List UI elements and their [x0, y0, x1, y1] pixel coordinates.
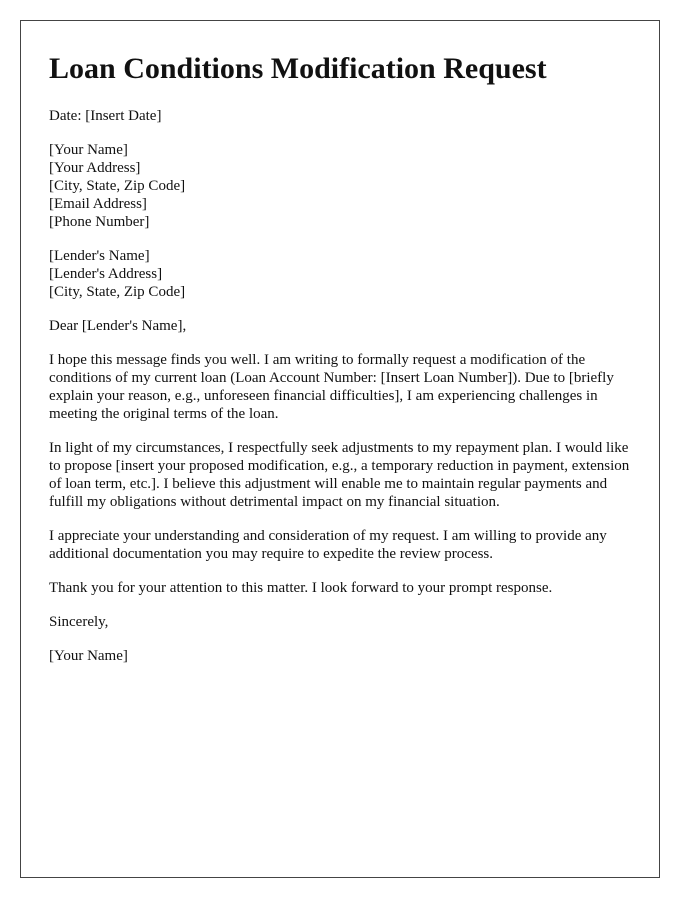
- sender-email: [Email Address]: [49, 196, 147, 212]
- body-paragraph-4: Thank you for your attention to this matter. I look forward to your prompt response.: [49, 580, 553, 596]
- recipient-city-state-zip: [City, State, Zip Code]: [49, 284, 186, 300]
- recipient-address: [Lender's Address]: [49, 266, 163, 282]
- letter-content: [49, 51, 639, 681]
- sender-city-state-zip: [City, State, Zip Code]: [49, 178, 186, 194]
- sender-name: [Your Name]: [49, 142, 128, 158]
- salutation: Dear [Lender's Name],: [49, 318, 187, 334]
- recipient-name: [Lender's Name]: [49, 248, 150, 264]
- date-line: Date: [Insert Date]: [49, 108, 162, 124]
- letter-page: [20, 20, 660, 878]
- body-paragraph-3: I appreciate your understanding and consideration of my request. I am willing to provide any additional documentation you may require to expedite the review process.: [49, 528, 607, 562]
- body-paragraph-2: In light of my circumstances, I respectfully seek adjustments to my repayment plan. I would like to propose [insert your proposed modification, e.g., a temporary reduction in payment, extension of loan term, etc.]. I believe this adjustment will enable me to maintain regular payments and fulfill my obligations without detrimental impact on my financial situation.: [49, 440, 630, 510]
- closing: Sincerely,: [49, 614, 109, 630]
- signature-name: [Your Name]: [49, 648, 128, 664]
- body-paragraph-1: I hope this message finds you well. I am writing to formally request a modification of the conditions of my current loan (Loan Account Number: [Insert Loan Number]). Due to [briefly explain your reason, e.g., unforeseen financial difficulties], I am experiencing challenges in meeting the original terms of the loan.: [49, 352, 614, 422]
- letter-title: Loan Conditions Modification Request: [49, 52, 547, 85]
- sender-address-block: [49, 141, 639, 231]
- sender-phone: [Phone Number]: [49, 214, 150, 230]
- sender-address: [Your Address]: [49, 160, 141, 176]
- recipient-address-block: [49, 247, 639, 301]
